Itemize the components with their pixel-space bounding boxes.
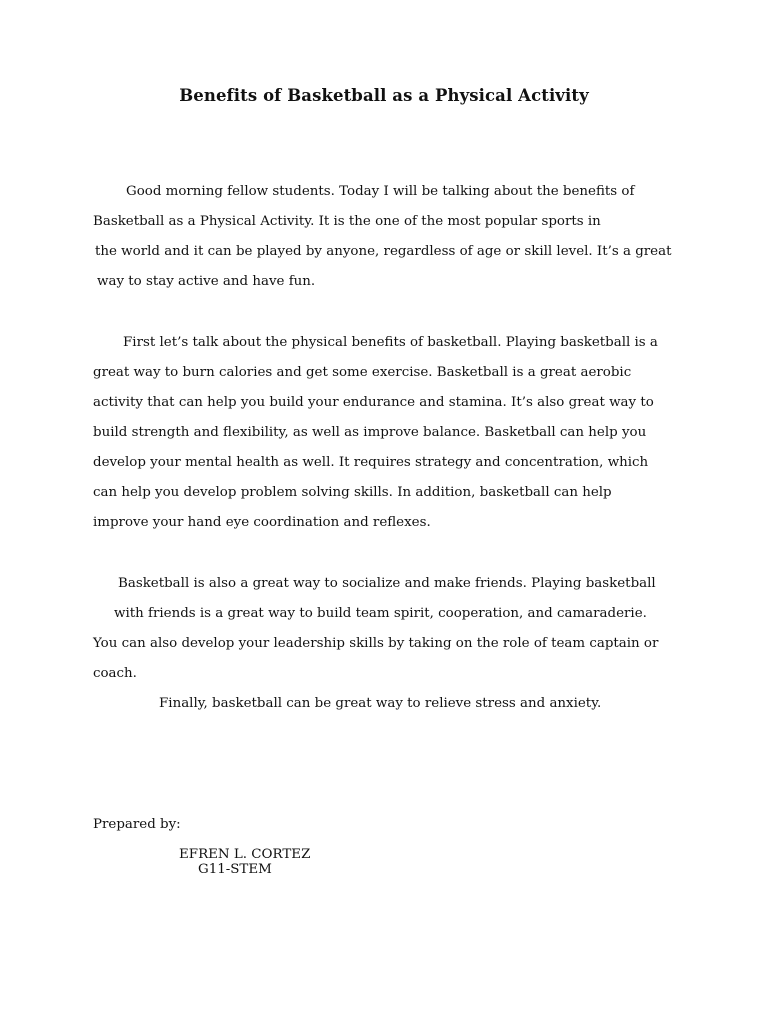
author-section: G11-STEM — [198, 862, 272, 877]
prepared-by-label: Prepared by: — [93, 817, 181, 832]
paragraph-line: great way to burn calories and get some exercise. Basketball is a great aerobic — [93, 365, 632, 380]
paragraph-line: the world and it can be played by anyone, regardless of age or skill level. It’s a great — [95, 244, 672, 259]
paragraph-line: You can also develop your leadership skills by taking on the role of team captain or — [93, 636, 659, 651]
paragraph-line: activity that can help you build your endurance and stamina. It’s also great way to — [93, 395, 654, 410]
paragraph-line: build strength and flexibility, as well as improve balance. Basketball can help you — [93, 425, 647, 440]
paragraph-line: Finally, basketball can be great way to relieve stress and anxiety. — [159, 696, 602, 711]
paragraph-line: Basketball as a Physical Activity. It is the one of the most popular sports in — [93, 214, 601, 229]
paragraph-line: can help you develop problem solving skills. In addition, basketball can help — [93, 485, 612, 500]
paragraph-line: way to stay active and have fun. — [97, 274, 316, 289]
paragraph-line: coach. — [93, 666, 137, 681]
paragraph-line: improve your hand eye coordination and reflexes. — [93, 515, 431, 530]
paragraph-line: Basketball is also a great way to socialize and make friends. Playing basketball — [118, 576, 656, 591]
paragraph-line: develop your mental health as well. It requires strategy and concentration, which — [93, 455, 649, 470]
document-title: Benefits of Basketball as a Physical Activity — [179, 86, 589, 105]
paragraph-line: with friends is a great way to build team spirit, cooperation, and camaraderie. — [114, 606, 647, 621]
paragraph-line: Good morning fellow students. Today I will be talking about the benefits of — [126, 184, 635, 199]
paragraph-line: First let’s talk about the physical benefits of basketball. Playing basketball is a — [123, 335, 658, 350]
author-name: EFREN L. CORTEZ — [179, 847, 311, 862]
